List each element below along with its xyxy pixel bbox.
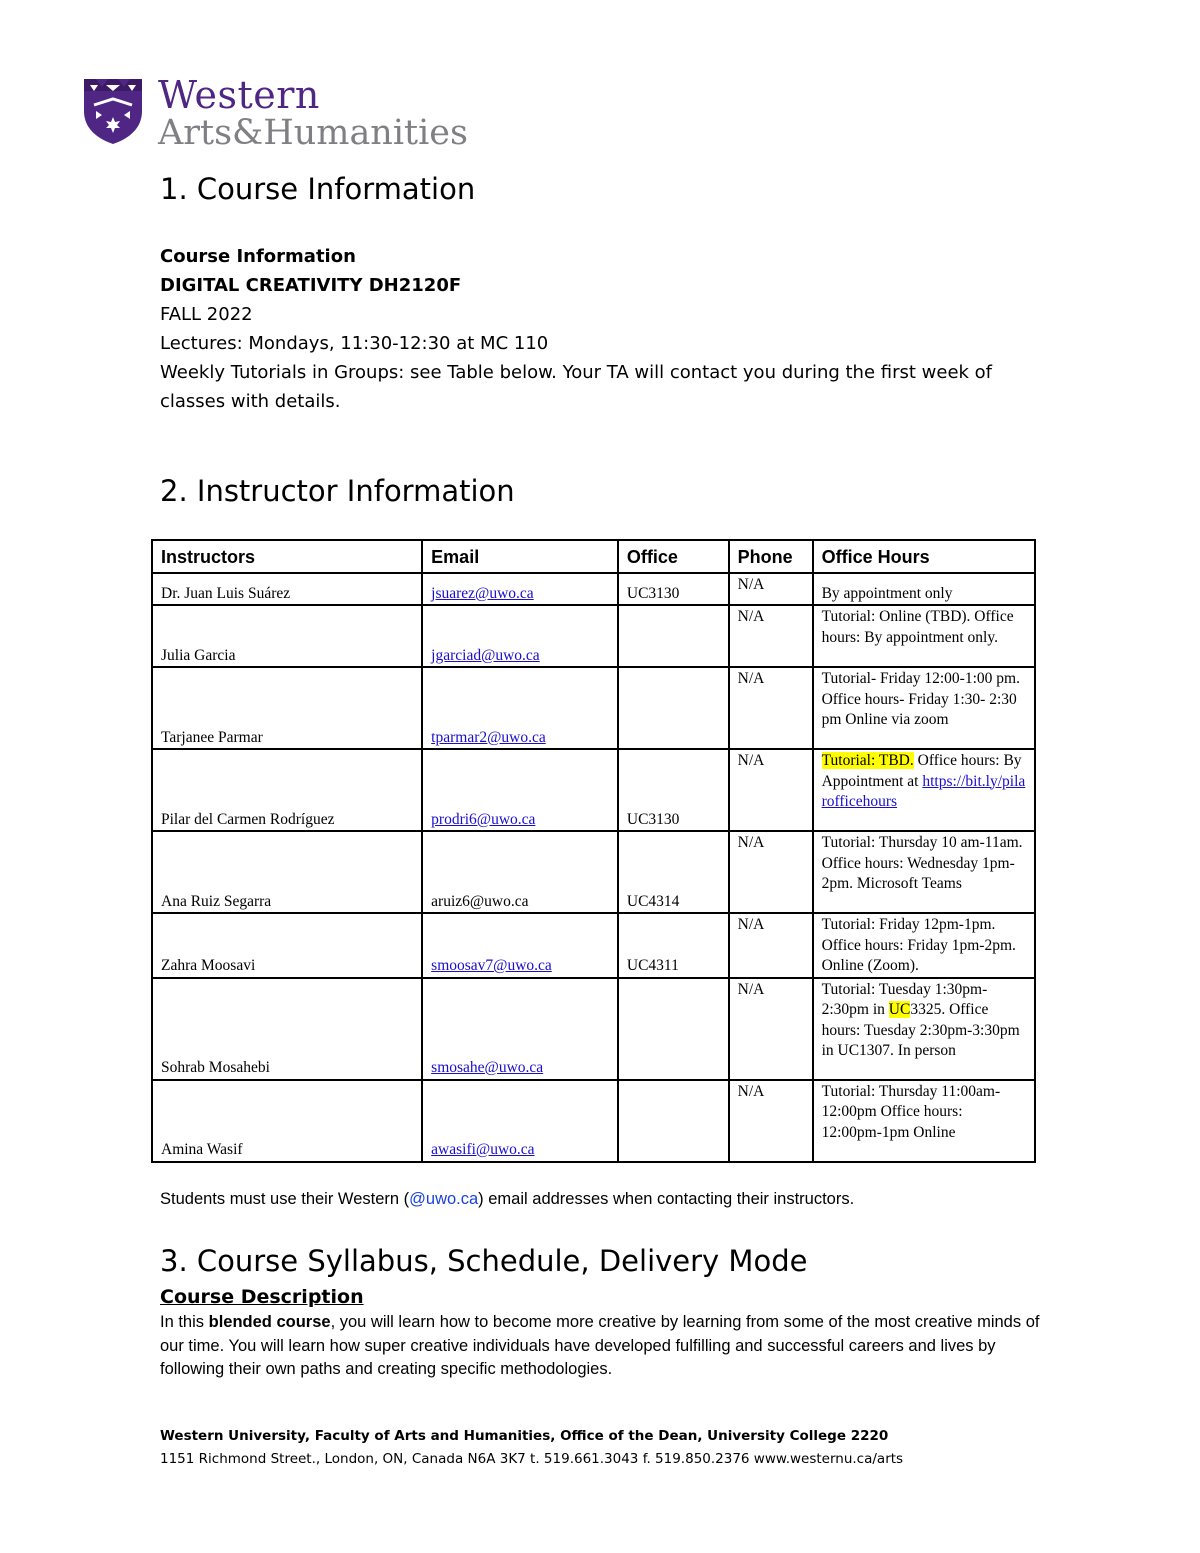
course-lectures: Lectures: Mondays, 11:30-12:30 at MC 110 [160, 333, 549, 354]
column-header-office-hours: Office Hours [813, 540, 1035, 573]
desc-bold-text: blended course [208, 1313, 331, 1331]
course-title: DIGITAL CREATIVITY DH2120F [160, 275, 462, 296]
course-info-label: Course Information [160, 246, 356, 267]
western-crest-icon [82, 75, 144, 145]
course-tutorials: Weekly Tutorials in Groups: see Table below. Your TA will contact you during the first week of classes with details. [160, 362, 993, 412]
course-information-block [160, 242, 1060, 416]
section-heading-course-syllabus: 3. Course Syllabus, Schedule, Delivery Mode [160, 1244, 808, 1278]
table-row [152, 913, 1035, 978]
highlighted-text: UC [888, 1001, 911, 1018]
instructor-name: Ana Ruiz Segarra [152, 831, 422, 913]
instructor-office [618, 667, 729, 749]
table-row [152, 749, 1035, 831]
instructor-email-link[interactable]: jsuarez@uwo.ca [431, 584, 534, 602]
instructor-name: Julia Garcia [152, 605, 422, 667]
section-heading-course-information: 1. Course Information [160, 172, 476, 206]
desc-text-pre: In this [160, 1313, 209, 1331]
column-header-phone: Phone [729, 540, 813, 573]
office-hours-text: 3325. Office hours: Tuesday 2:30pm-3:30pm in UC1307. In person [821, 1001, 1020, 1059]
instructor-email-link[interactable]: smosahe@uwo.ca [431, 1059, 544, 1076]
uwo-domain-link[interactable]: @uwo.ca [409, 1190, 479, 1208]
instructor-name: Amina Wasif [152, 1080, 422, 1162]
instructor-email-link[interactable]: tparmar2@uwo.ca [431, 728, 546, 746]
instructor-phone: N/A [729, 605, 813, 667]
instructor-office-hours: Tutorial: Thursday 11:00am-12:00pm Office hours: 12:00pm-1pm Online [813, 1080, 1035, 1162]
instructor-email-link[interactable]: awasifi@uwo.ca [431, 1141, 535, 1158]
instructor-office-hours [813, 978, 1035, 1080]
footer-address-line2: 1151 Richmond Street., London, ON, Canada N6A 3K7 t. 519.661.3043 f. 519.850.2376 www.westernu.ca/arts [160, 1451, 904, 1467]
instructor-phone: N/A [729, 1080, 813, 1162]
column-header-email: Email [422, 540, 618, 573]
instructor-office-hours: By appointment only [813, 573, 1035, 605]
instructor-name: Tarjanee Parmar [152, 667, 422, 749]
instructor-email-link[interactable]: jgarciad@uwo.ca [431, 646, 540, 664]
instructor-name: Dr. Juan Luis Suárez [152, 573, 422, 605]
table-header-row [152, 540, 1035, 573]
instructor-name: Pilar del Carmen Rodríguez [152, 749, 422, 831]
office-hours-link[interactable]: https://bit.ly/pilarofficehours [821, 772, 1026, 810]
instructor-office [618, 605, 729, 667]
instructor-office-hours: Tutorial: Thursday 10 am-11am. Office hours: Wednesday 1pm-2pm. Microsoft Teams [813, 831, 1035, 913]
instructor-office-hours: Tutorial: Friday 12pm-1pm. Office hours: Friday 1pm-2pm. Online (Zoom). [813, 913, 1035, 978]
western-logo [82, 75, 502, 153]
instructor-phone: N/A [729, 573, 813, 605]
instructor-phone: N/A [729, 913, 813, 978]
desc-text-post: , you will learn how to become more creative by learning from some of the most creative minds of our time. You will learn how super creative individuals have developed fulfilling and successful careers and lives by following their own paths and creating specific methodologies. [160, 1313, 1040, 1378]
column-header-instructors: Instructors [152, 540, 422, 573]
instructor-office-hours: Tutorial: Online (TBD). Office hours: By appointment only. [813, 605, 1035, 667]
instructor-email: aruiz6@uwo.ca [422, 831, 618, 913]
instructor-office: UC4314 [618, 831, 729, 913]
table-row [152, 831, 1035, 913]
course-description-text [160, 1311, 1060, 1382]
instructor-email-link[interactable]: prodri6@uwo.ca [431, 810, 536, 828]
instructor-office-hours [813, 749, 1035, 831]
table-row [152, 605, 1035, 667]
instructor-name: Sohrab Mosahebi [152, 978, 422, 1080]
column-header-office: Office [618, 540, 729, 573]
instructor-email-link[interactable]: smoosav7@uwo.ca [431, 957, 552, 974]
instructor-table [151, 539, 1036, 1163]
logo-western-text: Western [158, 73, 320, 117]
instructor-office [618, 1080, 729, 1162]
highlighted-text: Tutorial: TBD. [821, 752, 914, 769]
table-row [152, 1080, 1035, 1162]
instructor-office-hours: Tutorial- Friday 12:00-1:00 pm. Office hours- Friday 1:30- 2:30 pm Online via zoom [813, 667, 1035, 749]
note-text-post: ) email addresses when contacting their instructors. [478, 1190, 855, 1208]
email-policy-note [160, 1190, 854, 1209]
course-description-heading: Course Description [160, 1286, 364, 1308]
instructor-office: UC3130 [618, 573, 729, 605]
instructor-phone: N/A [729, 978, 813, 1080]
office-hours-text: Office hours: By Appointment at [821, 752, 1022, 790]
table-row [152, 667, 1035, 749]
table-row [152, 573, 1035, 605]
instructor-phone: N/A [729, 831, 813, 913]
instructor-office: UC3130 [618, 749, 729, 831]
instructor-phone: N/A [729, 749, 813, 831]
course-term: FALL 2022 [160, 304, 253, 325]
instructor-phone: N/A [729, 667, 813, 749]
logo-faculty-text: Arts&Humanities [158, 113, 468, 153]
section-heading-instructor-information: 2. Instructor Information [160, 474, 515, 508]
footer-address-line1: Western University, Faculty of Arts and Humanities, Office of the Dean, University College 2220 [160, 1428, 889, 1444]
note-text-pre: Students must use their Western ( [160, 1190, 410, 1208]
instructor-office [618, 978, 729, 1080]
instructor-office: UC4311 [618, 913, 729, 978]
office-hours-text-pre: Tutorial: Tuesday 1:30pm-2:30pm in [821, 980, 988, 1018]
instructor-name: Zahra Moosavi [152, 913, 422, 978]
table-row [152, 978, 1035, 1080]
